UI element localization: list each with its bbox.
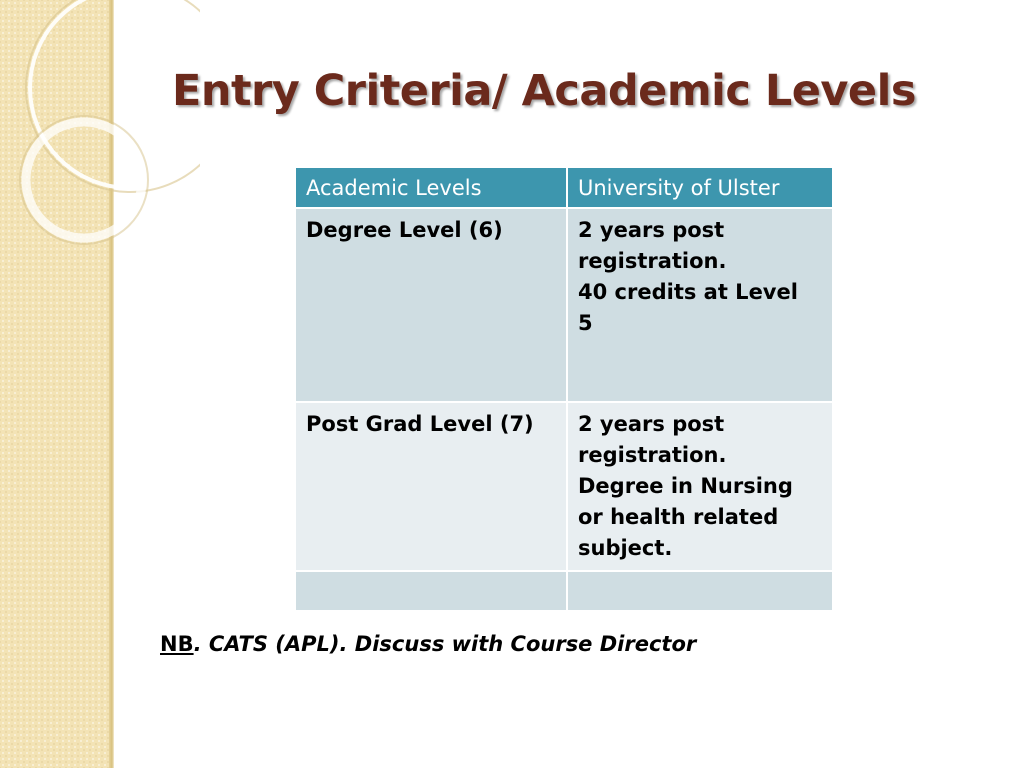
footnote-nb: NB: [160, 632, 194, 656]
decorative-rings: [0, 0, 200, 260]
criteria-line: Degree in Nursing: [578, 474, 793, 498]
criteria-line: 2 years post: [578, 218, 725, 242]
decorative-ring-small: [26, 122, 142, 238]
table-row-empty: [295, 571, 833, 611]
criteria-line: registration.: [578, 249, 727, 273]
criteria-line: registration.: [578, 443, 727, 467]
footnote: [160, 632, 696, 656]
criteria-line: 2 years post: [578, 412, 725, 436]
column-header-university: University of Ulster: [567, 167, 833, 208]
table-cell-empty: [567, 571, 833, 611]
decorative-ring-small-shade: [20, 116, 148, 244]
criteria-line: subject.: [578, 536, 673, 560]
academic-levels-table: [294, 166, 834, 612]
table-cell-level: Post Grad Level (7): [295, 402, 567, 571]
table-row: [295, 402, 833, 571]
table-row: [295, 208, 833, 402]
table-cell-level: Degree Level (6): [295, 208, 567, 402]
table-header-row: [295, 167, 833, 208]
table-cell-empty: [295, 571, 567, 611]
criteria-line: 5: [578, 311, 593, 335]
footnote-text: . CATS (APL). Discuss with Course Director: [193, 632, 697, 656]
slide-title: Entry Criteria/ Academic Levels: [172, 66, 916, 116]
table-cell-criteria: [567, 402, 833, 571]
table-cell-criteria: [567, 208, 833, 402]
column-header-academic-levels: Academic Levels: [295, 167, 567, 208]
criteria-line: 40 credits at Level: [578, 280, 798, 304]
criteria-line: or health related: [578, 505, 779, 529]
